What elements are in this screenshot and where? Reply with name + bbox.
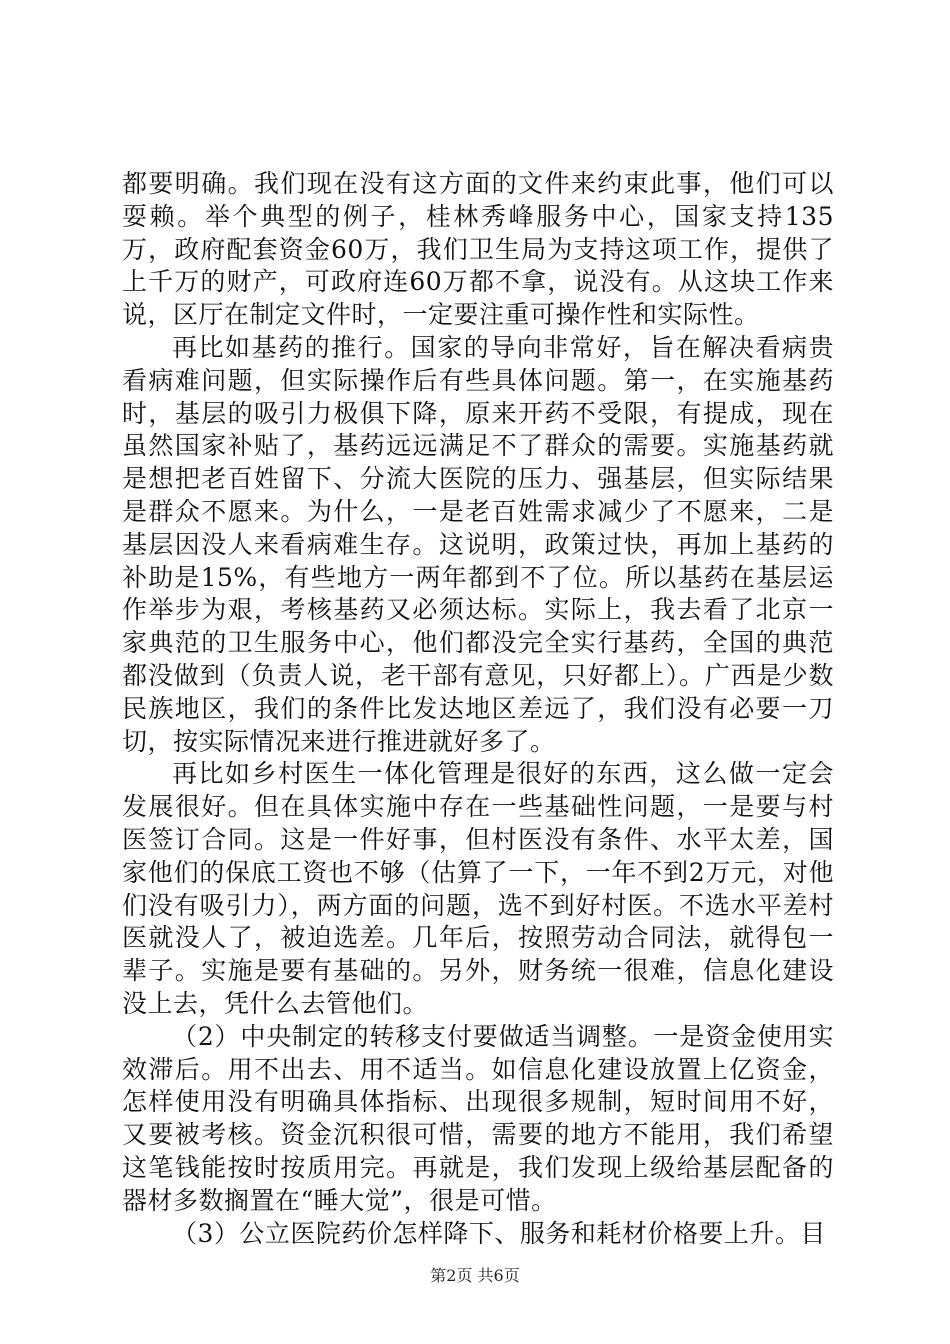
paragraph-transfer-payments: （2）中央制定的转移支付要做适当调整。一是资金使用实效滞后。用不出去、用不适当。如信息化建设放置上亿资金，怎样使用没有明确具体指标、出现很多规制，短时间用不好，又要被考核。资金沉积很可惜，需要的地方不能用，我们希望这笔钱能按时按质用完。再就是，我们发现上级给基层配备的器材多数搁置在“睡大觉”，很是可惜。 xyxy=(122,1021,834,1215)
paragraph-public-hospital-prices: （3）公立医院药价怎样降下、服务和耗材价格要上升。目 xyxy=(172,1218,826,1248)
paragraph-essential-drugs: 再比如基药的推行。国家的导向非常好，旨在解决看病贵看病难问题，但实际操作后有些具体问题。第一，在实施基药时，基层的吸引力极俱下降，原来开药不受限，有提成，现在虽然国家补贴了，基药远远满足不了群众的需要。实施基药就是想把老百姓留下、分流大医院的压力、强基层，但实际结果是群众不愿来。为什么，一是老百姓需求减少了不愿来，二是基层因没人来看病难生存。这说明，政策过快，再加上基药的补助是15%，有些地方一两年都到不了位。所以基药在基层运作举步为艰，考核基药又必须达标。实际上，我去看了北京一家典范的卫生服务中心，他们都没完全实行基药，全国的典范都没做到（负责人说，老干部有意见，只好都上）。广西是少数民族地区，我们的条件比发达地区差远了，我们没有必要一刀切，按实际情况来进行推进就好多了。 xyxy=(122,332,834,756)
page-footer: 第2页 共6页 xyxy=(430,1266,520,1285)
paragraph-continuation: 都要明确。我们现在没有这方面的文件来约束此事，他们可以耍赖。举个典型的例子，桂林秀峰服务中心，国家支持135万，政府配套资金60万，我们卫生局为支持这项工作，提供了上千万的财产，可政府连60万都不拿，说没有。从这块工作来说，区厅在制定文件时，一定要注重可操作性和实际性。 xyxy=(122,169,834,330)
paragraph-village-doctors: 再比如乡村医生一体化管理是很好的东西，这么做一定会发展很好。但在具体实施中存在一些基础性问题，一是要与村医签订合同。这是一件好事，但村医没有条件、水平太差，国家他们的保底工资也不够（估算了一下，一年不到2万元，对他们没有吸引力），两方面的问题，选不到好村医。不选水平差村医就没人了，被迫选差。几年后，按照劳动合同法，就得包一辈子。实施是要有基础的。另外，财务统一很难，信息化建设没上去，凭什么去管他们。 xyxy=(122,759,834,1018)
document-body xyxy=(122,168,834,1250)
